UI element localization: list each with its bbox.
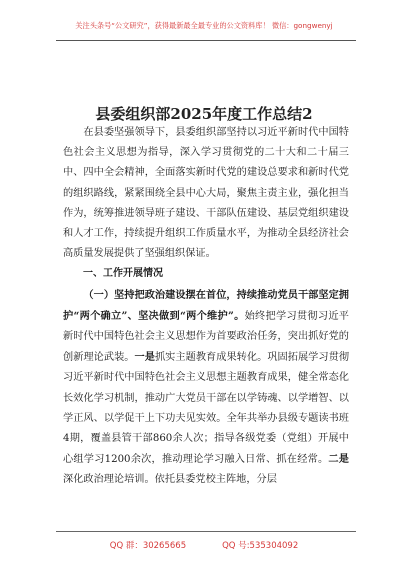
paragraph-text-1: 始终把学习贯彻习近平新时代中国特色社会主义思想作为首要政治任务，突出抓好党的创新理论武装。: [63, 310, 349, 364]
emphasis-first: 一是: [134, 351, 155, 364]
header-divider: [56, 40, 356, 41]
section-heading: 一、工作开展情况: [83, 268, 163, 280]
footer-contact: [0, 539, 408, 551]
header-note: 关注头条号“公文研究”，获得最新最全最专业的公文资料库！ 微信：gongwenyj: [75, 21, 333, 30]
document-body: [63, 123, 349, 491]
emphasis-second: 二是: [328, 453, 349, 466]
footer-qq-group: QQ 群：30265665: [109, 541, 187, 551]
paragraph-text-2: 抓实主题教育成果转化。巩固拓展学习贯彻习近平新时代中国特色社会主义思想主题教育成果，健全常态化长效化学习机制，推动广大党员干部在以学铸魂、以学增智、以学正风、以学促干上下功夫见实效。全年共举办县级专题读书班4期，覆盖县管干部860余人次；指导各级党委（党组）开展中心组学习1200余次，推动理论学习融入日常、抓在经常。: [63, 352, 350, 466]
document-title: 县委组织部2025年度工作总结2: [95, 105, 313, 123]
footer-divider: [56, 531, 356, 532]
body-paragraph: [63, 285, 349, 491]
intro-paragraph: 在县委坚强领导下，县委组织部坚持以习近平新时代中国特色社会主义思想为指导，深入学习贯彻党的二十大和二十届三中、四中全会精神，全面落实新时代党的建设总要求和新时代党的组织路线，紧紧围绕全县中心大局，聚焦主责主业，强化担当作为，统筹推进领导班子建设、干部队伍建设、基层党组织建设和人才工作，持续提升组织工作质量水平，为推动全县经济社会高质量发展提供了坚强组织保证。: [63, 127, 349, 260]
footer-qq-number: QQ 号:535304092: [222, 541, 299, 551]
paragraph-text-3: 深化政治理论培训。依托县委党校主阵地，分层: [63, 474, 277, 486]
sub-heading: （一）坚持把政治建设摆在首位，持续推动党员干部坚定拥护“两个确立”、坚决做到“两个维护”。: [63, 288, 349, 322]
